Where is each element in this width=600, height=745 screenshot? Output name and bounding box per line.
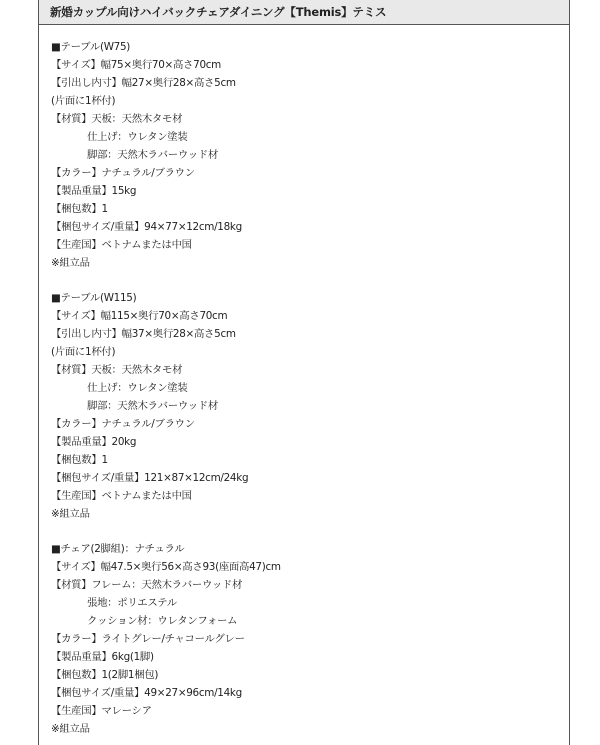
spec-line: (片面に1杯付) <box>51 95 116 107</box>
spec-line: 【梱包サイズ/重量】94×77×12cm/18kg <box>51 221 242 233</box>
spec-line: 【サイズ】幅75×奥行70×高さ70cm <box>51 59 221 71</box>
spec-line: 【梱包サイズ/重量】121×87×12cm/24kg <box>51 472 249 484</box>
spec-line: 【製品重量】6kg(1脚) <box>51 651 154 663</box>
spec-line: 【材質】天板：天然木タモ材 <box>51 364 183 376</box>
spec-line: 【生産国】ベトナムまたは中国 <box>51 239 192 251</box>
spec-line: 【材質】フレーム：天然木ラバーウッド材 <box>51 579 243 591</box>
spec-line: (片面に1杯付) <box>51 346 116 358</box>
spec-line: 【カラー】ライトグレー/チャコールグレー <box>51 633 245 645</box>
spec-section-table-w115 <box>51 289 569 523</box>
spec-line: ※組立品 <box>51 723 90 735</box>
spec-line: ■テーブル(W75) <box>51 41 131 53</box>
spec-line: 脚部：天然木ラバーウッド材 <box>87 400 218 412</box>
spec-line: 脚部：天然木ラバーウッド材 <box>87 149 218 161</box>
spec-line: 【梱包数】1 <box>51 203 108 215</box>
spec-content <box>39 25 569 738</box>
spec-section-table-w75 <box>51 38 569 272</box>
spec-section-chair <box>51 540 569 738</box>
spec-line: 【梱包数】1(2脚1梱包) <box>51 669 159 681</box>
spec-line: 【梱包サイズ/重量】49×27×96cm/14kg <box>51 687 242 699</box>
spec-line: 【製品重量】15kg <box>51 185 137 197</box>
spec-line: 【梱包数】1 <box>51 454 108 466</box>
spec-line: ■チェア(2脚組)：ナチュラル <box>51 543 185 555</box>
spec-panel <box>38 0 570 745</box>
spec-line: 【サイズ】幅115×奥行70×高さ70cm <box>51 310 228 322</box>
page-title: 新婚カップル向けハイバックチェアダイニング【Themis】テミス <box>50 5 387 19</box>
spec-line: 仕上げ：ウレタン塗装 <box>87 382 188 394</box>
panel-header <box>39 0 569 25</box>
spec-line: 【製品重量】20kg <box>51 436 137 448</box>
spec-line: 【引出し内寸】幅37×奥行28×高さ5cm <box>51 328 236 340</box>
spec-line: 【生産国】ベトナムまたは中国 <box>51 490 192 502</box>
spec-line: 【カラー】ナチュラル/ブラウン <box>51 167 195 179</box>
spec-line: 張地：ポリエステル <box>87 597 177 609</box>
spec-line: 仕上げ：ウレタン塗装 <box>87 131 188 143</box>
spec-line: 【材質】天板：天然木タモ材 <box>51 113 183 125</box>
spec-line: ※組立品 <box>51 257 90 269</box>
spec-line: 【引出し内寸】幅27×奥行28×高さ5cm <box>51 77 236 89</box>
spec-line: 【生産国】マレーシア <box>51 705 152 717</box>
spec-line: 【サイズ】幅47.5×奥行56×高さ93(座面高47)cm <box>51 561 281 573</box>
spec-line: ■テーブル(W115) <box>51 292 137 304</box>
spec-line: ※組立品 <box>51 508 90 520</box>
spec-line: クッション材：ウレタンフォーム <box>87 615 238 627</box>
spec-line: 【カラー】ナチュラル/ブラウン <box>51 418 195 430</box>
